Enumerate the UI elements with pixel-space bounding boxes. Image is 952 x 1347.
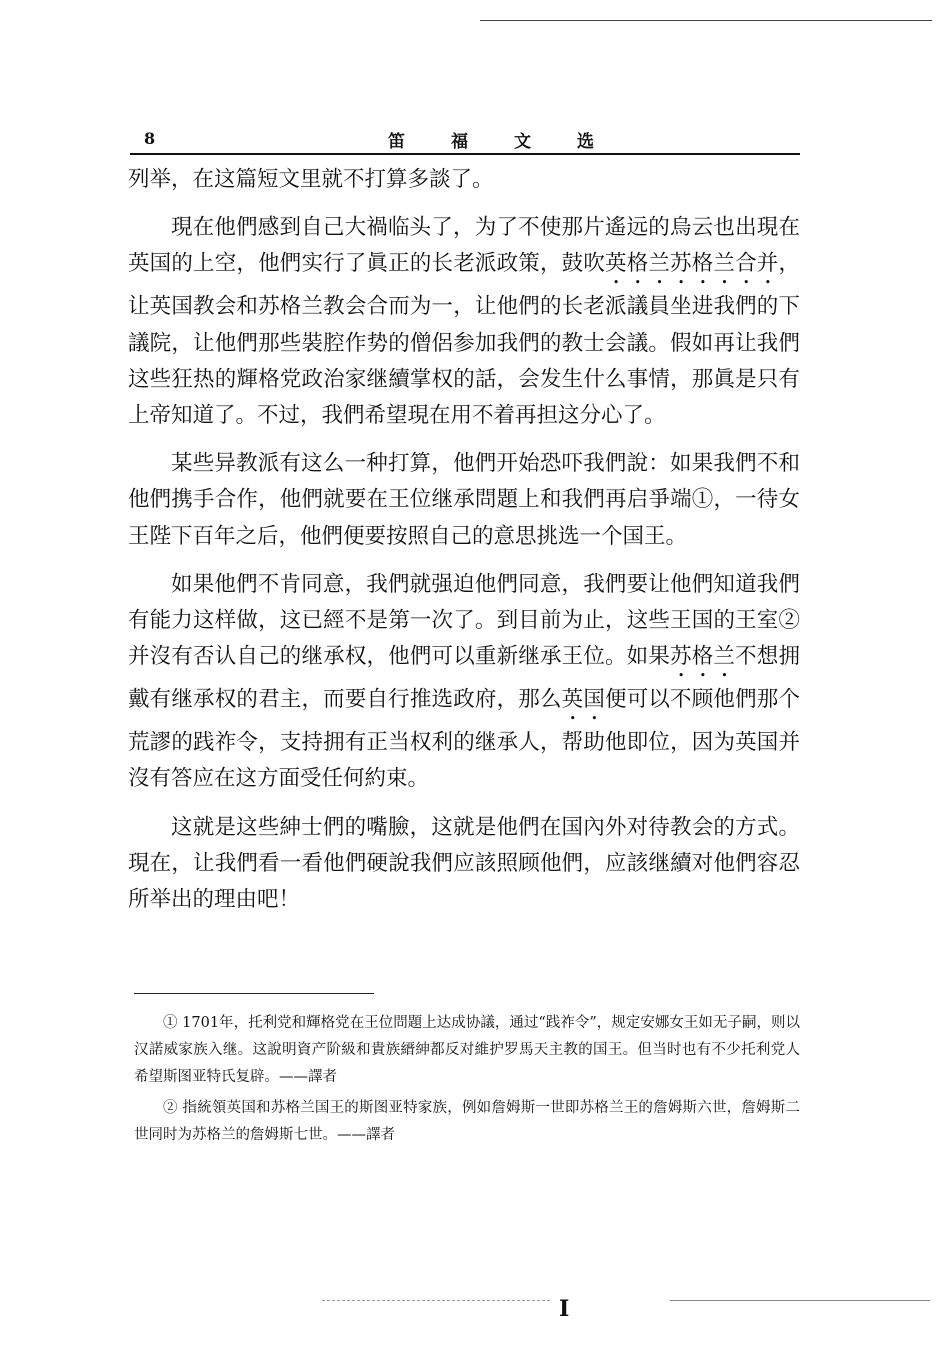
footnote-1: ① 1701年，托利党和輝格党在王位問題上达成协議，通过“践祚令”，规定安娜女王如无子嗣，则以汉諾威家族入继。这說明資产阶級和貴族縉紳都反对維护罗馬天主教的国王。但当时也有不少托利党人希望斯图亚特氏复辟。——譯者 — [134, 1015, 800, 1085]
paragraph-3 — [128, 567, 800, 798]
running-header — [130, 127, 800, 155]
paragraph-3-text-a: 如果他們不肯同意，我們就强迫他們同意，我們要让他們知道我們有能力这样做，这已經不是第一次了。到目前为止，这些王国的王室② 并沒有否认自己的继承权，他們可以重新继承王位。如果 — [128, 571, 800, 670]
bottom-dashed-rule — [322, 1300, 550, 1301]
paragraph-3-text-e: 便可以不顾他們那个荒謬的践祚令，支持拥有正当权利的继承人，帮助他即位，因为英国并沒有答应在这方面受任何約束。 — [128, 687, 800, 792]
emphasized-scotland: 苏格兰 — [670, 644, 736, 670]
footnotes — [134, 1010, 800, 1153]
footnote-rule — [134, 993, 374, 994]
bottom-edge-rule — [670, 1300, 930, 1301]
page-number: 8 — [144, 129, 156, 148]
bottom-tick-mark: I — [559, 1296, 570, 1322]
paragraph-2: 某些异教派有这么一种打算，他們开始恐吓我們說：如果我們不和他們携手合作，他們就要在王位继承問題上和我們再启爭端①，一待女王陛下百年之后，他們便要按照自己的意思挑选一个国王。 — [128, 451, 800, 549]
body-text — [128, 162, 800, 930]
footnote-2: ② 指統領英国和苏格兰国王的斯图亚特家族，例如詹姆斯一世即苏格兰王的詹姆斯六世，詹姆斯二世同时为苏格兰的詹姆斯七世。——譯者 — [134, 1100, 800, 1143]
paragraph-3-text-c: 不想拥戴有继承权的君主，而要自行推选政府，那么 — [128, 644, 800, 713]
emphasized-england: 英国 — [561, 687, 606, 713]
book-title: 笛福文选 — [388, 132, 640, 152]
header-rule — [130, 153, 800, 155]
paragraph-1 — [128, 210, 800, 434]
top-edge-rule — [480, 20, 932, 21]
paragraph-4: 这就是这些紳士們的嘴臉，这就是他們在国內外对待教会的方式。現在，让我們看一看他們硬說我們应該照顾他們，应該继續对他們容忍所举出的理由吧！ — [128, 814, 800, 913]
paragraph-1-text-a: 現在他們感到自己大禍临头了，为了不使那片遙远的烏云也出現在英国的上空，他們实行了眞正的长老派政策，鼓吹 — [128, 215, 800, 277]
emphasized-union-phrase: 英格兰苏格兰合并 — [605, 251, 779, 277]
paragraph-1-text-c: ，让英国教会和苏格兰教会合而为一，让他們的长老派議員坐进我們的下議院，让他們那些裝腔作势的僧侶参加我們的教士会議。假如再让我們这些狂热的輝格党政治家继續掌权的話，会发生什么事情，那眞是只有上帝知道了。不过，我們希望現在用不着再担这分心了。 — [128, 251, 800, 429]
paragraph-continued: 列举，在这篇短文里就不打算多談了。 — [128, 167, 494, 192]
